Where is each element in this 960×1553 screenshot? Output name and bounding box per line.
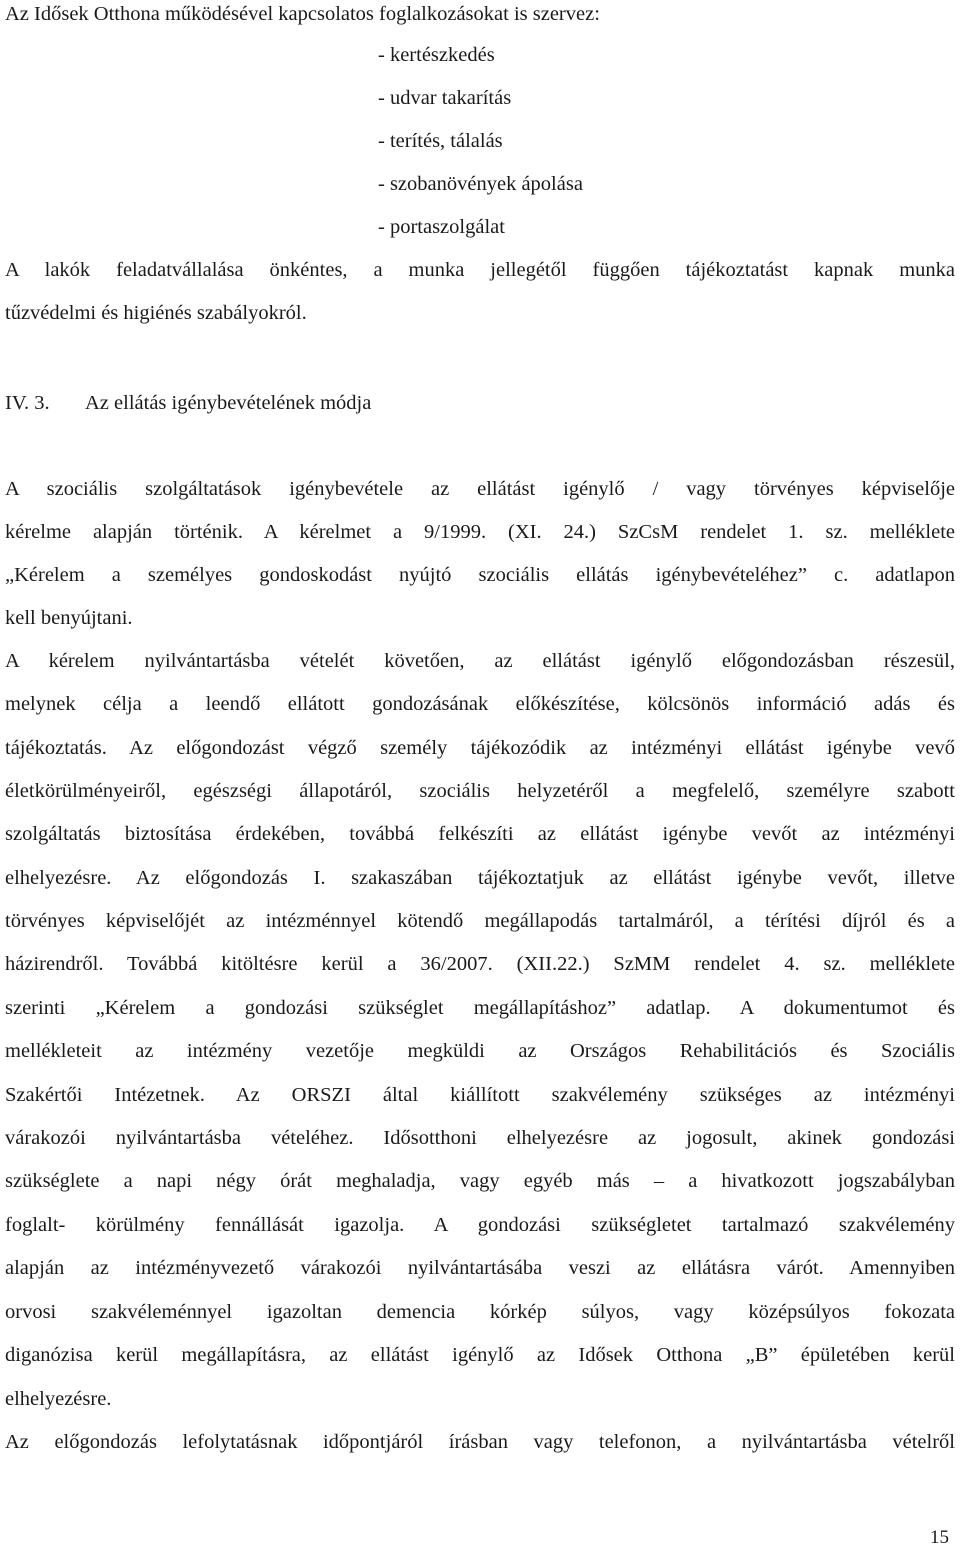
section-title: Az ellátás igénybevételének módja — [85, 392, 372, 414]
document-page — [5, 0, 955, 1553]
intro-text: Az Idősek Otthona működésével kapcsolatos foglalkozásokat is szervez: — [5, 3, 600, 25]
paragraph-line: „Kérelem a személyes gondoskodást nyújtó szociális ellátás igénybevételéhez” c. adatlapon — [5, 564, 955, 586]
activity-item: - portaszolgálat — [378, 216, 505, 238]
activity-item: - kertészkedés — [378, 44, 495, 66]
paragraph-line: szolgáltatás biztosítása érdekében, továbbá felkészíti az ellátást igénybe vevőt az intézményi — [5, 823, 955, 845]
paragraph-line: mellékleteit az intézmény vezetője megküldi az Országos Rehabilitációs és Szociális — [5, 1040, 955, 1062]
paragraph-line: A kérelem nyilvántartásba vételét követően, az ellátást igénylő előgondozásban részesül, — [5, 650, 955, 672]
section-number: IV. 3. — [5, 392, 50, 414]
paragraph-line: A lakók feladatvállalása önkéntes, a munka jellegétől függően tájékoztatást kapnak munka — [5, 259, 955, 281]
paragraph-line: életkörülményeiről, egészségi állapotáról, szociális helyzetéről a megfelelő, személyre szabott — [5, 780, 955, 802]
paragraph-line: házirendről. Továbbá kitöltésre kerül a 36/2007. (XII.22.) SzMM rendelet 4. sz. melléklete — [5, 953, 955, 975]
activity-item: - szobanövények ápolása — [378, 173, 583, 195]
activity-item: - terítés, tálalás — [378, 130, 503, 152]
page-number: 15 — [930, 1527, 949, 1548]
paragraph-line: törvényes képviselőjét az intézménnyel kötendő megállapodás tartalmáról, a térítési díjról és a — [5, 910, 955, 932]
paragraph-line: tájékoztatás. Az előgondozást végző személy tájékozódik az intézményi ellátást igénybe vevő — [5, 737, 955, 759]
paragraph-line: alapján az intézményvezető várakozói nyilvántartásába veszi az ellátásra várót. Amennyiben — [5, 1257, 955, 1279]
activity-item: - udvar takarítás — [378, 87, 512, 109]
paragraph-line: elhelyezésre. Az előgondozás I. szakaszában tájékoztatjuk az ellátást igénybe vevőt, illetve — [5, 867, 955, 889]
paragraph-line: foglalt- körülmény fennállását igazolja. A gondozási szükségletet tartalmazó szakvélemény — [5, 1214, 955, 1236]
paragraph-line: Szakértői Intézetnek. Az ORSZI által kiállított szakvélemény szükséges az intézményi — [5, 1084, 955, 1106]
paragraph-line: várakozói nyilvántartásba vételéhez. Idősotthoni elhelyezésre az jogosult, akinek gondozási — [5, 1127, 955, 1149]
paragraph-line: orvosi szakvéleménnyel igazoltan demencia kórkép súlyos, vagy középsúlyos fokozata — [5, 1301, 955, 1323]
paragraph-line: melynek célja a leendő ellátott gondozásának előkészítése, kölcsönös információ adás és — [5, 693, 955, 715]
paragraph-line: Az előgondozás lefolytatásnak időpontjáról írásban vagy telefonon, a nyilvántartásba vételről — [5, 1431, 955, 1453]
paragraph-line: tűzvédelmi és higiénés szabályokról. — [5, 302, 307, 324]
paragraph-line: elhelyezésre. — [5, 1388, 112, 1410]
paragraph-line: A szociális szolgáltatások igénybevétele az ellátást igénylő / vagy törvényes képviselője — [5, 478, 955, 500]
paragraph-line: kell benyújtani. — [5, 607, 133, 629]
paragraph-line: diganózisa kerül megállapításra, az ellátást igénylő az Idősek Otthona „B” épületében kerül — [5, 1344, 955, 1366]
paragraph-line: szerinti „Kérelem a gondozási szükséglet megállapításhoz” adatlap. A dokumentumot és — [5, 997, 955, 1019]
paragraph-line: kérelme alapján történik. A kérelmet a 9/1999. (XI. 24.) SzCsM rendelet 1. sz. melléklete — [5, 521, 955, 543]
paragraph-line: szükséglete a napi négy órát meghaladja, vagy egyéb más – a hivatkozott jogszabályban — [5, 1170, 955, 1192]
